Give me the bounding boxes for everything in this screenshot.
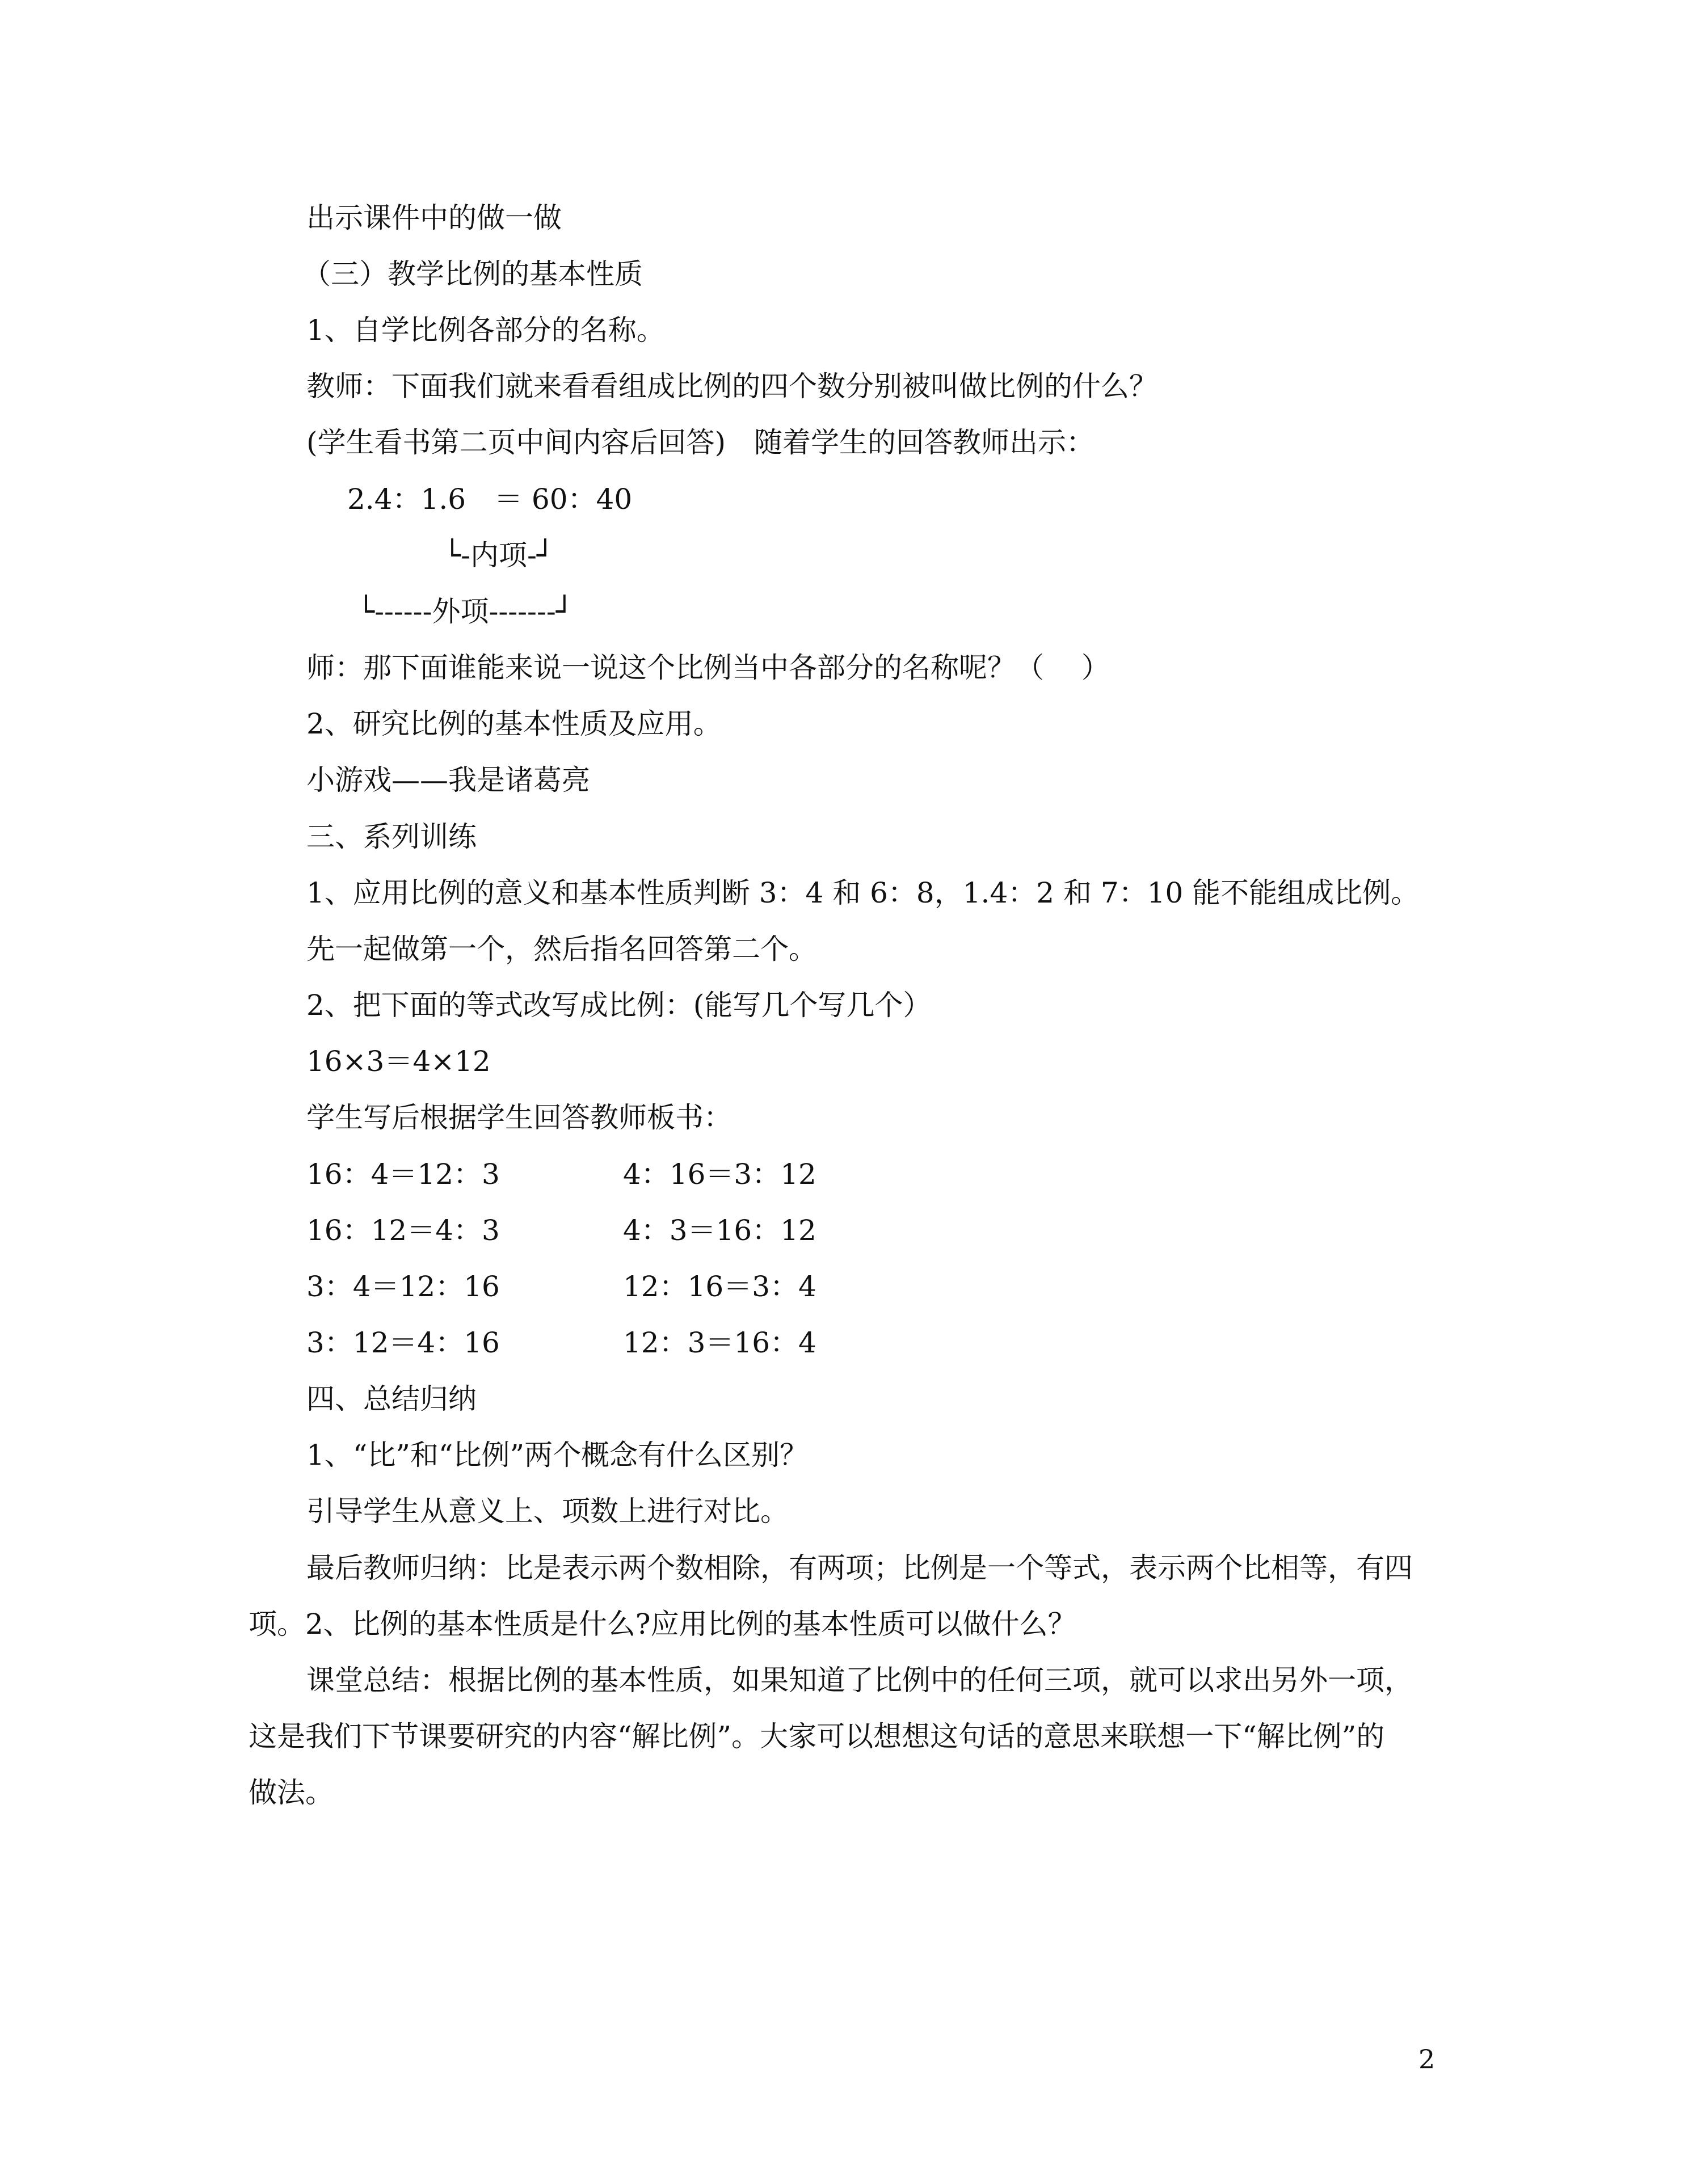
text-line: 出示课件中的做一做 — [306, 201, 562, 234]
text-line: 这是我们下节课要研究的内容“解比例”。大家可以想想这句话的意思来联想一下“解比例”的 — [249, 1720, 1385, 1753]
section-heading: 四、总结归纳 — [306, 1382, 477, 1415]
board-proportion: 16：4＝12：3 — [306, 1158, 500, 1191]
board-proportion: 4：16＝3：12 — [623, 1158, 816, 1191]
board-proportion: 3：12＝4：16 — [306, 1326, 500, 1359]
inner-terms-bracket: └-内项-┘ — [444, 539, 554, 572]
outer-terms-bracket: └------外项-------┘ — [357, 595, 573, 628]
section-heading: （三）教学比例的基本性质 — [302, 258, 643, 290]
board-proportion: 16：12＝4：3 — [306, 1214, 500, 1247]
text-line: 教师：下面我们就来看看组成比例的四个数分别被叫做比例的什么？ — [306, 370, 1157, 403]
text-line: (学生看书第二页中间内容后回答) 随着学生的回答教师出示： — [306, 426, 1095, 459]
text-line: 1、“比”和“比例”两个概念有什么区别？ — [306, 1439, 809, 1472]
text-line: 2、研究比例的基本性质及应用。 — [306, 707, 722, 740]
board-proportion: 12：3＝16：4 — [623, 1326, 816, 1359]
text-line: 2、把下面的等式改写成比例：(能写几个写几个） — [306, 989, 932, 1022]
text-line: 1、自学比例各部分的名称。 — [306, 314, 665, 347]
text-line: 1、应用比例的意义和基本性质判断 3：4 和 6：8，1.4：2 和 7：10 能不能组成比例。 — [306, 876, 1420, 909]
page-number: 2 — [1418, 2044, 1436, 2075]
section-heading: 三、系列训练 — [306, 820, 477, 853]
proportion-example: 2.4：1.6 ＝ 60：40 — [347, 483, 633, 516]
text-line: 学生写后根据学生回答教师板书： — [306, 1101, 732, 1134]
text-line: 最后教师归纳：比是表示两个数相除，有两项；比例是一个等式，表示两个比相等，有四 — [306, 1551, 1413, 1584]
equation: 16×3＝4×12 — [306, 1045, 491, 1078]
board-proportion: 3：4＝12：16 — [306, 1270, 500, 1303]
text-line: 先一起做第一个，然后指名回答第二个。 — [306, 933, 817, 965]
text-line: 做法。 — [249, 1776, 334, 1809]
text-line: 项。2、比例的基本性质是什么?应用比例的基本性质可以做什么？ — [249, 1608, 1076, 1641]
text-line: 师：那下面谁能来说一说这个比例当中各部分的名称呢？（ ） — [306, 651, 1110, 684]
text-line: 课堂总结：根据比例的基本性质，如果知道了比例中的任何三项，就可以求出另外一项， — [306, 1664, 1413, 1697]
board-proportion: 12：16＝3：4 — [623, 1270, 816, 1303]
text-line: 小游戏——我是诸葛亮 — [306, 764, 590, 796]
board-proportion: 4：3＝16：12 — [623, 1214, 816, 1247]
text-line: 引导学生从意义上、项数上进行对比。 — [306, 1495, 789, 1528]
